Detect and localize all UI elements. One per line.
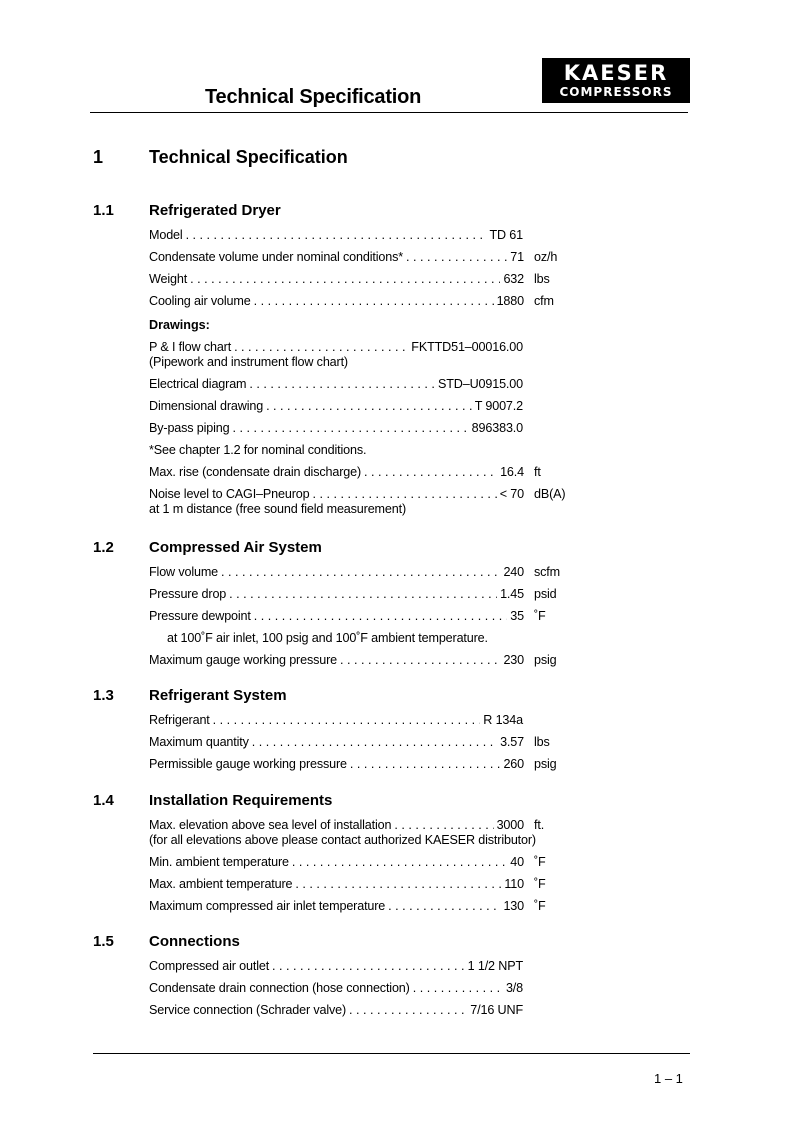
spec-row-pressure-dewpoint: [149, 609, 579, 631]
section-title: Connections: [149, 933, 240, 950]
spec-value: 7/16 UNF: [470, 1003, 523, 1017]
chapter-number: 1: [93, 147, 104, 167]
spec-row-service-connection: [149, 1003, 579, 1025]
spec-row-max-gauge-pressure: [149, 653, 579, 675]
spec-unit: lbs: [534, 272, 550, 286]
footer-divider: [93, 1053, 690, 1054]
spec-row-flow-volume: [149, 565, 579, 587]
spec-value: 1 1/2 NPT: [467, 959, 523, 973]
spec-value: 71: [510, 250, 524, 264]
spec-label: By-pass piping: [149, 421, 230, 435]
spec-unit: lbs: [534, 735, 550, 749]
section-title: Refrigerant System: [149, 687, 287, 704]
spec-value: 240: [503, 565, 524, 579]
spec-value: 3.57: [500, 735, 524, 749]
spec-row-max-ambient: [149, 877, 579, 899]
spec-row-refrigerant: [149, 713, 579, 735]
section-number: 1.1: [93, 202, 114, 219]
spec-row-pressure-drop: [149, 587, 579, 609]
spec-value: 1880: [496, 294, 524, 308]
spec-value: R 134a: [483, 713, 523, 727]
spec-value: 35: [510, 609, 524, 623]
spec-value: 110: [504, 877, 524, 891]
spec-value: STD–U0915.00: [437, 377, 523, 391]
spec-note: (for all elevations above please contact authorized KAESER distributor): [149, 833, 536, 847]
spec-unit: scfm: [534, 565, 560, 579]
spec-unit: ˚F: [534, 899, 546, 913]
spec-unit: ft.: [534, 818, 545, 832]
spec-row-electrical-diagram: [149, 377, 579, 399]
spec-label: Service connection (Schrader valve): [149, 1003, 347, 1017]
spec-label: Dimensional drawing: [149, 399, 264, 413]
spec-value: 896383.0: [471, 421, 523, 435]
spec-unit: oz/h: [534, 250, 558, 264]
section-title: Compressed Air System: [149, 539, 322, 556]
spec-value: 632: [503, 272, 524, 286]
spec-label: Pressure dewpoint: [149, 609, 251, 623]
spec-unit: cfm: [534, 294, 554, 308]
logo-brand-text: KAESER: [563, 61, 669, 85]
spec-label: Flow volume: [149, 565, 219, 579]
spec-row-noise-level: [149, 487, 579, 502]
spec-label: Condensate volume under nominal conditions*: [149, 250, 403, 264]
spec-value: < 70: [499, 487, 524, 501]
spec-unit: ft: [534, 465, 541, 479]
spec-label: Refrigerant: [149, 713, 210, 727]
spec-note: (Pipework and instrument flow chart): [149, 355, 348, 369]
spec-value: 130: [503, 899, 524, 913]
spec-row-model: [149, 228, 579, 250]
page-header-title: Technical Specification: [205, 86, 422, 108]
spec-value: 3000: [496, 818, 524, 832]
spec-value: 16.4: [500, 465, 524, 479]
spec-note: at 100˚F air inlet, 100 psig and 100˚F ambient temperature.: [167, 631, 488, 645]
section-title: Installation Requirements: [149, 792, 333, 809]
spec-label: Compressed air outlet: [149, 959, 270, 973]
spec-row-condensate-volume: [149, 250, 579, 272]
spec-row-dimensional-drawing: [149, 399, 579, 421]
spec-label: Maximum compressed air inlet temperature: [149, 899, 386, 913]
spec-row-cooling-air: [149, 294, 579, 318]
section-number: 1.4: [93, 792, 114, 809]
spec-label: Pressure drop: [149, 587, 227, 601]
header-divider: [90, 112, 688, 113]
spec-unit: ˚F: [534, 609, 546, 623]
spec-value: 260: [503, 757, 524, 771]
spec-label: Cooling air volume: [149, 294, 251, 308]
spec-note: at 1 m distance (free sound field measurement): [149, 502, 406, 516]
spec-row-air-outlet: [149, 959, 579, 981]
spec-label: Maximum gauge working pressure: [149, 653, 337, 667]
spec-unit: psid: [534, 587, 557, 601]
logo-subtitle-text: COMPRESSORS: [559, 85, 673, 99]
section-number: 1.3: [93, 687, 114, 704]
spec-row-max-rise: [149, 465, 579, 487]
footnote: *See chapter 1.2 for nominal conditions.: [149, 443, 367, 457]
spec-unit: dB(A): [534, 487, 566, 501]
spec-row-weight: [149, 272, 579, 294]
page-number: 1 – 1: [654, 1071, 683, 1086]
spec-label: Max. ambient temperature: [149, 877, 293, 891]
spec-label: Weight: [149, 272, 188, 286]
spec-value: 40: [510, 855, 524, 869]
spec-label: Permissible gauge working pressure: [149, 757, 347, 771]
spec-value: FKTTD51–00016.00: [411, 340, 523, 354]
spec-row-min-ambient: [149, 855, 579, 877]
spec-row-max-inlet-temp: [149, 899, 579, 921]
spec-label: P & I flow chart: [149, 340, 232, 354]
spec-unit: psig: [534, 653, 557, 667]
spec-label: Max. rise (condensate drain discharge): [149, 465, 361, 479]
spec-label: Maximum quantity: [149, 735, 249, 749]
spec-value: 1.45: [500, 587, 524, 601]
spec-label: Model: [149, 228, 183, 242]
section-number: 1.2: [93, 539, 114, 556]
spec-row-pi-flow-chart: [149, 340, 579, 355]
spec-value: TD 61: [489, 228, 523, 242]
spec-row-condensate-drain: [149, 981, 579, 1003]
spec-row-permissible-pressure: [149, 757, 579, 779]
chapter-title: Technical Specification: [149, 147, 348, 167]
kaeser-logo: [542, 58, 690, 103]
spec-row-bypass-piping: [149, 421, 579, 443]
spec-label: Min. ambient temperature: [149, 855, 289, 869]
spec-unit: psig: [534, 757, 557, 771]
section-number: 1.5: [93, 933, 114, 950]
spec-value: 3/8: [505, 981, 523, 995]
section-title: Refrigerated Dryer: [149, 202, 281, 219]
spec-label: Electrical diagram: [149, 377, 247, 391]
spec-value: T 9007.2: [474, 399, 523, 413]
spec-unit: ˚F: [534, 855, 546, 869]
drawings-label: Drawings:: [149, 318, 210, 332]
spec-label: Max. elevation above sea level of installation: [149, 818, 392, 832]
spec-row-max-elevation: [149, 818, 579, 833]
spec-label: Noise level to CAGI–Pneurop: [149, 487, 310, 501]
spec-unit: ˚F: [534, 877, 546, 891]
spec-value: 230: [503, 653, 524, 667]
spec-row-max-quantity: [149, 735, 579, 757]
spec-label: Condensate drain connection (hose connection): [149, 981, 410, 995]
